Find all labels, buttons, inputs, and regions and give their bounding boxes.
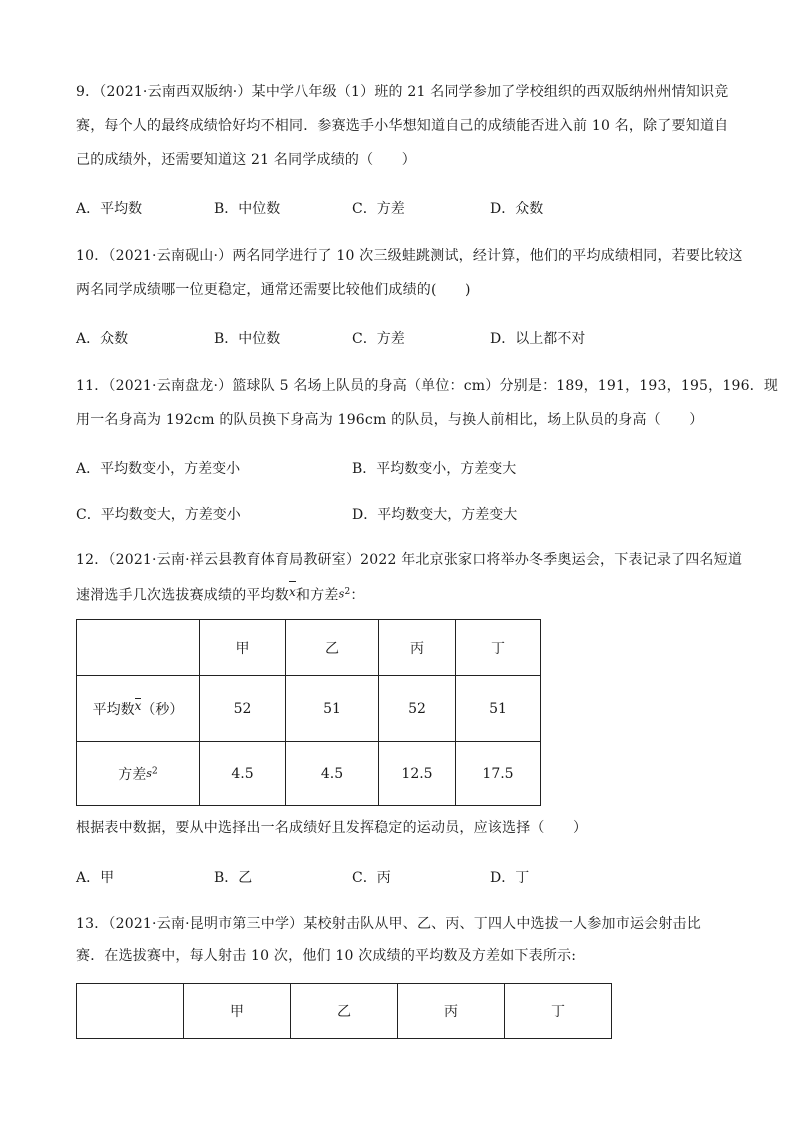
table-cell: 51 [286,676,379,742]
row-label-mean-text: 平均数 [92,701,135,718]
q12-line-2-text-a: 速滑选手几次选拔赛成绩的平均数 [76,587,289,604]
table-row [77,742,541,806]
q11-line-1: 11．（2021·云南盘龙·）篮球队 5 名场上队员的身高（单位：cm）分别是：189，191，193，195，196．现 [76,378,779,394]
q12-option-a: A．甲 [76,870,115,886]
table-corner-cell [77,620,200,676]
q12-option-b: B．乙 [214,870,253,886]
q12-table [76,619,541,806]
x-bar-symbol: x [134,698,142,713]
table-cell: 4.5 [286,742,379,806]
q11-line-2: 用一名身高为 192cm 的队员换下身高为 196cm 的队员，与换人前相比，场上队员的身高（ ） [76,412,704,428]
q12-line-1: 12．（2021·云南·祥云县教育体育局教研室）2022 年北京张家口将举办冬季奥运会，下表记录了四名短道 [76,552,743,568]
table-header-cell: 乙 [286,620,379,676]
q11-option-b: B．平均数变小，方差变大 [352,461,517,477]
q10-option-b: B．中位数 [214,331,281,347]
table-cell: 51 [456,676,541,742]
q9-option-b: B．中位数 [214,201,281,217]
row-label-unit: （秒） [141,701,184,718]
q10-option-a: A．众数 [76,331,129,347]
table-header-cell: 丁 [456,620,541,676]
q13-line-1: 13．（2021·云南·昆明市第三中学）某校射击队从甲、乙、丙、丁四人中选拔一人参加市运会射击比 [76,916,701,932]
table-cell: 52 [200,676,286,742]
q11-option-d: D．平均数变大，方差变大 [352,507,518,523]
table-header-cell: 丁 [505,984,612,1039]
table-cell: 52 [379,676,456,742]
q9-line-3: 己的成绩外，还需要知道这 21 名同学成绩的（ ） [76,152,416,168]
q10-option-c: C．方差 [352,331,405,347]
table-row [77,676,541,742]
table-cell: 17.5 [456,742,541,806]
q12-line-2 [76,582,365,606]
q11-option-a: A．平均数变小，方差变小 [76,461,241,477]
table-corner-cell [77,984,184,1039]
table-header-row [77,620,541,676]
table-header-cell: 丙 [398,984,505,1039]
q9-option-d: D．众数 [490,201,544,217]
q12-after-text: 根据表中数据，要从中选择出一名成绩好且发挥稳定的运动员，应该选择（ ） [76,820,588,836]
q10-line-1: 10．（2021·云南砚山·）两名同学进行了 10 次三级蛙跳测试，经计算，他们的平均成绩相同，若要比较这 [76,248,743,264]
row-label-variance [77,742,200,806]
q11-option-c: C．平均数变大，方差变小 [76,507,241,523]
squared-superscript: 2 [344,587,351,597]
table-header-cell: 甲 [200,620,286,676]
q9-option-c: C．方差 [352,201,405,217]
q9-line-2: 赛，每个人的最终成绩恰好均不相同．参赛选手小华想知道自己的成绩能否进入前 10 名，除了要知道自 [76,118,729,134]
table-header-cell: 甲 [184,984,291,1039]
q12-line-2-text-b: 和方差 [295,587,339,604]
row-label-variance-text: 方差 [118,766,147,783]
row-label-mean [77,676,200,742]
q9-option-a: A．平均数 [76,201,143,217]
q13-line-2: 赛．在选拔赛中，每人射击 10 次，他们 10 次成绩的平均数及方差如下表所示: [76,948,577,964]
squared-superscript: 2 [151,765,158,776]
x-bar-symbol: x [289,582,296,602]
q12-line-2-text-c: ： [350,587,365,604]
q13-table [76,983,612,1039]
q12-option-d: D．丁 [490,870,530,886]
q10-option-d: D．以上都不对 [490,331,586,347]
table-cell: 4.5 [200,742,286,806]
s-symbol: s [146,766,152,780]
table-header-row [77,984,612,1039]
table-header-cell: 丙 [379,620,456,676]
q12-option-c: C．丙 [352,870,391,886]
q9-line-1: 9．（2021·云南西双版纳·）某中学八年级（1）班的 21 名同学参加了学校组织的西双版纳州州情知识竞 [76,84,729,100]
s-symbol: s [338,587,345,601]
table-header-cell: 乙 [291,984,398,1039]
q10-line-2: 两名同学成绩哪一位更稳定，通常还需要比较他们成绩的( ) [76,282,471,298]
table-cell: 12.5 [379,742,456,806]
